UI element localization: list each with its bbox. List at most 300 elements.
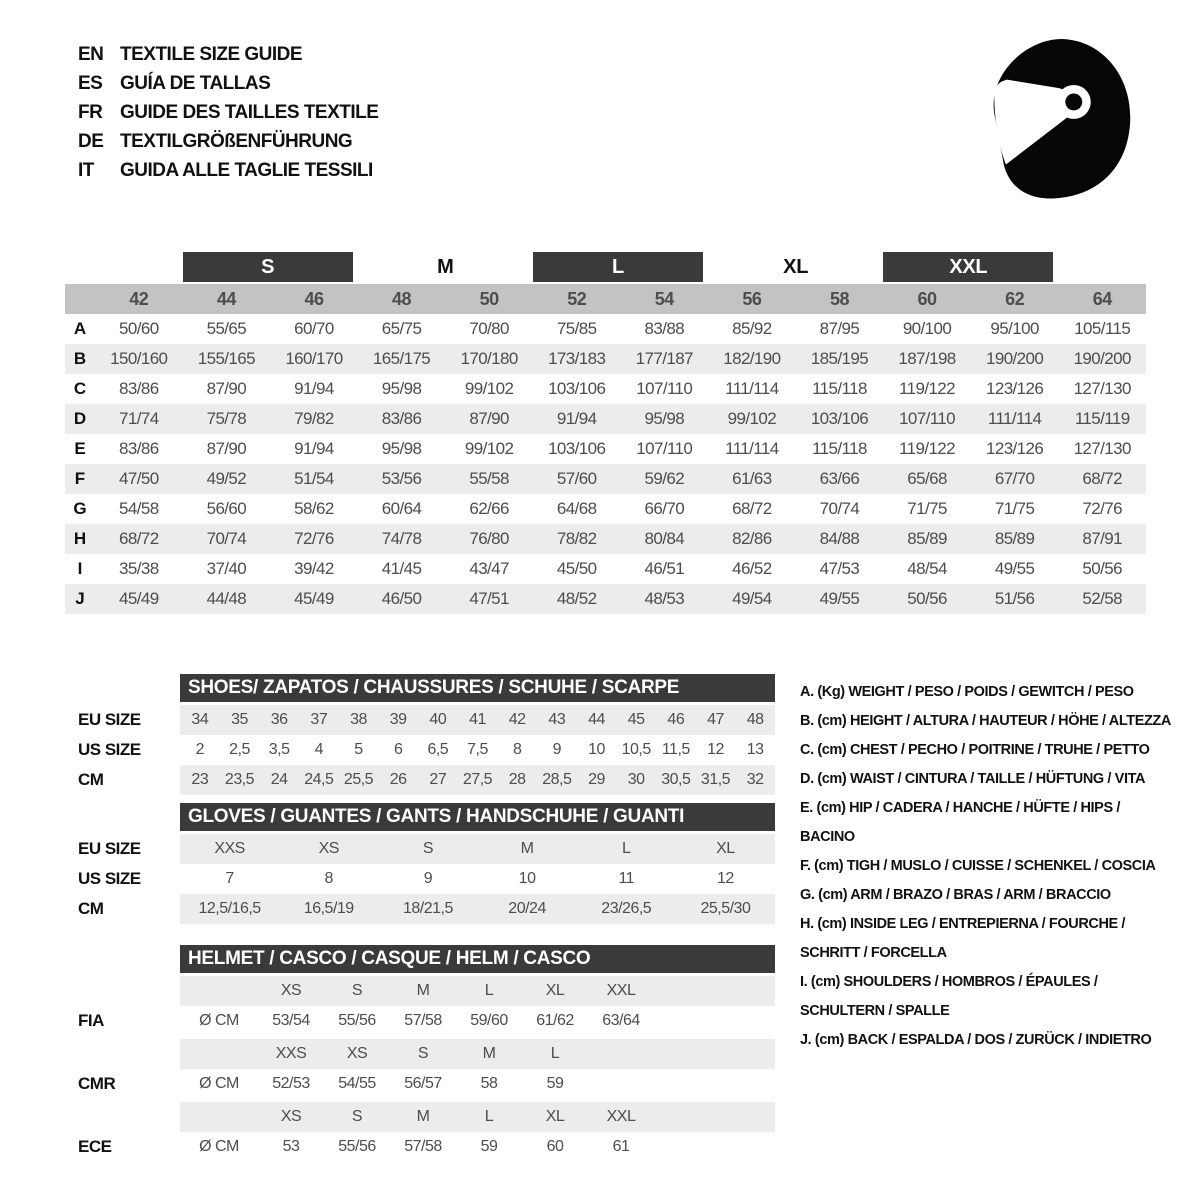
numeric-size: 44 [216,288,236,309]
measurement-value: 43/47 [469,559,509,578]
numeric-size: 56 [742,288,762,309]
measurement-value: 48/54 [907,559,947,578]
helmet-size: M [416,1108,430,1125]
helmet-size: XS [346,1045,368,1062]
row-letter: D [73,409,87,428]
standard-label: ECE [78,1137,112,1156]
measurement-value: 70/74 [206,529,247,548]
gloves-value: 12 [717,870,734,887]
helmet-size: XS [280,1108,302,1125]
measurement-value: 75/78 [206,409,247,428]
helmet-value: 57/58 [404,1012,442,1029]
row-letter: H [73,529,87,548]
measurement-value: 56/60 [206,499,247,518]
shoes-value: 28,5 [542,771,572,788]
shoes-value: 7,5 [467,741,488,758]
shoes-value: 46 [667,711,685,728]
row-letter: C [73,379,87,398]
cell-empty [180,1039,258,1069]
row-letter: F [74,469,86,488]
gloves-value: S [422,840,433,857]
measurement-value: 62/66 [469,499,509,518]
helmet-values-row [65,1006,775,1036]
measurement-value: 84/88 [819,529,860,548]
measurement-value: 82/86 [732,529,772,548]
language-title-block [78,40,378,185]
measurement-value: 46/51 [644,559,685,578]
gloves-value: XL [716,840,735,857]
gloves-value: 9 [423,870,433,887]
helmet-value: 54/55 [338,1075,376,1092]
measurement-value: 155/165 [197,349,255,368]
measurement-value: 67/70 [994,469,1035,488]
shoes-value: 35 [231,711,248,728]
legend-item: B. (cm) HEIGHT / ALTURA / HAUTEUR / HÖHE / ALTEZZA [800,713,1171,729]
measurement-row-i [65,554,1146,584]
legend-item: E. (cm) HIP / CADERA / HANCHE / HÜFTE / HIPS / BACINO [800,800,1120,845]
helmet-standard-ece [65,1102,775,1162]
measurement-value: 57/60 [556,469,597,488]
measurement-value: 47/51 [469,589,509,608]
row-label: US SIZE [78,740,141,759]
measurement-value: 71/74 [119,409,159,428]
language-row [78,156,378,185]
helmet-rows [65,976,775,1162]
helmet-size: M [416,982,430,999]
legend-item: C. (cm) CHEST / PECHO / POITRINE / TRUHE / PETTO [800,742,1150,758]
measurement-value: 76/80 [469,529,509,548]
language-row [78,40,378,69]
size-group-label-l: L [533,252,703,282]
standard-label: FIA [78,1011,104,1030]
size-group-label-m: M [437,255,454,278]
measurement-value: 160/170 [285,349,343,368]
gloves-cells [180,864,775,894]
measurement-value: 95/100 [990,319,1039,338]
legend-item: A. (Kg) WEIGHT / PESO / POIDS / GEWITCH / PESO [800,684,1134,700]
language-row [78,69,378,98]
helmet-size: S [351,982,363,999]
shoes-value: 28 [508,771,526,788]
measurement-value: 107/110 [899,409,956,428]
helmet-standard-fia [65,976,775,1036]
shoes-cells [180,705,775,735]
measurement-value: 68/72 [119,529,159,548]
measurement-value: 49/52 [206,469,247,488]
shoes-value: 41 [469,711,486,728]
measurement-value: 45/49 [294,589,334,608]
diameter-unit: Ø CM [199,1012,239,1029]
measurement-row-g [65,494,1146,524]
row-letter: B [73,349,87,368]
measurement-value: 127/130 [1073,439,1131,458]
shoes-value: 8 [512,741,522,758]
measurement-value: 170/180 [460,349,518,368]
shoes-row [65,735,775,765]
shoes-value: 32 [746,771,764,788]
helmet-sizes-row [65,1102,775,1132]
measurement-value: 95/98 [381,439,422,458]
measurement-value: 64/68 [556,499,597,518]
measurement-value: 45/50 [556,559,597,578]
measurement-value: 83/86 [119,379,159,398]
measurement-value: 87/90 [206,439,247,458]
gloves-value: 11 [618,870,635,887]
shoes-value: 6 [393,741,403,758]
measurement-value: 119/122 [899,379,956,398]
gloves-value: 7 [225,870,234,887]
measurement-value: 65/68 [907,469,947,488]
gloves-cells [180,834,775,864]
shoes-value: 24,5 [304,771,334,788]
measurement-row-c [65,374,1146,404]
measurement-value: 91/94 [294,379,334,398]
shoes-value: 27 [429,771,447,788]
helmet-value: 53 [282,1138,300,1155]
measurement-row-e [65,434,1146,464]
shoes-value: 37 [310,711,328,728]
shoes-value: 40 [429,711,447,728]
measurement-value: 58/62 [294,499,334,518]
numeric-size: 46 [304,288,324,309]
shoes-value: 10,5 [621,741,651,758]
measurement-value: 47/53 [819,559,860,578]
helmet-size: S [417,1045,429,1062]
shoes-section [65,674,775,795]
measurement-value: 115/118 [812,379,867,398]
row-letter: I [77,559,83,578]
language-code: DE [78,130,104,152]
helmet-values-row [65,1069,775,1099]
cell-empty [180,1102,258,1132]
helmet-size: M [482,1045,496,1062]
language-title: GUÍA DE TALLAS [120,72,271,94]
helmet-value: 63/64 [602,1012,640,1029]
shoes-row [65,705,775,735]
measurement-value: 85/89 [994,529,1035,548]
shoes-value: 10 [588,741,605,758]
measurement-row-b [65,344,1146,374]
measurement-value: 177/187 [635,349,693,368]
helmet-size: XL [545,1108,565,1125]
row-letter: A [73,319,87,338]
measurement-value: 115/118 [812,439,867,458]
measurement-value: 49/54 [732,589,772,608]
row-label [65,1102,180,1132]
helmet-section [65,945,775,1162]
measurement-value: 72/76 [1082,499,1122,518]
gloves-section [65,803,775,924]
gloves-value: XS [318,840,339,857]
shoes-value: 44 [588,711,605,728]
row-label: EU SIZE [78,710,141,729]
language-title: TEXTILGRÖßENFÜHRUNG [120,130,353,152]
measurement-row-h [65,524,1146,554]
helmet-value: 59/60 [470,1012,508,1029]
gloves-cells [180,894,775,924]
measurement-value: 63/66 [819,469,860,488]
measurement-value: 71/75 [994,499,1035,518]
helmet-size: XXL [606,982,636,999]
numeric-size: 58 [829,288,849,309]
measurement-value: 99/102 [464,379,514,398]
measurement-value: 50/60 [119,319,159,338]
language-code: FR [78,101,103,123]
helmet-sizes-row [65,1039,775,1069]
measurement-value: 60/70 [294,319,334,338]
helmet-size: XXL [606,1108,636,1125]
helmet-size: S [351,1108,363,1125]
helmet-title-bar: HELMET / CASCO / CASQUE / HELM / CASCO [180,945,775,973]
shoes-value: 27,5 [462,771,493,788]
shoes-value: 26 [389,771,407,788]
helmet-size: L [484,1108,494,1125]
shoes-value: 23 [191,771,209,788]
shoes-value: 9 [552,741,562,758]
gloves-value: 18/21,5 [402,900,453,917]
shoes-value: 43 [548,711,566,728]
language-code: IT [78,159,94,181]
gloves-row [65,834,775,864]
row-label [65,1039,180,1069]
language-row [78,127,378,156]
shoes-value: 36 [270,711,288,728]
measurement-value: 107/110 [636,439,693,458]
measurement-value: 49/55 [994,559,1035,578]
measurement-value: 182/190 [723,349,781,368]
gloves-value: M [520,840,534,857]
measurement-value: 75/85 [556,319,597,338]
helmet-size: XL [545,982,565,999]
legend-item: J. (cm) BACK / ESPALDA / DOS / ZURÜCK / INDIETRO [800,1032,1152,1048]
measurement-value: 48/53 [644,589,685,608]
legend-item: F. (cm) TIGH / MUSLO / CUISSE / SCHENKEL / COSCIA [800,858,1156,874]
measurement-value: 103/106 [810,409,869,428]
shoes-value: 2,5 [229,741,250,758]
shoes-value: 47 [707,711,724,728]
measurement-value: 115/119 [1074,409,1130,428]
legend-item: I. (cm) SHOULDERS / HOMBROS / ÉPAULES / SCHULTERN / SPALLE [800,974,1098,1019]
size-group-header-row [65,252,1146,282]
language-title: GUIDA ALLE TAGLIE TESSILI [120,159,373,181]
shoes-value: 30,5 [661,771,691,788]
cell-empty [180,976,258,1006]
helmet-sizes-row [65,976,775,1006]
measurement-value: 46/50 [381,589,422,608]
legend-item: D. (cm) WAIST / CINTURA / TAILLE / HÜFTUNG / VITA [800,771,1146,787]
measurement-value: 123/126 [985,379,1044,398]
helmet-values-cells [180,1069,775,1099]
measurement-value: 71/75 [907,499,947,518]
shoes-value: 6,5 [427,741,449,758]
measurement-value: 51/54 [294,469,334,488]
helmet-values-cells [180,1006,775,1036]
row-label: US SIZE [78,869,141,888]
shoes-value: 29 [588,771,605,788]
shoes-value: 48 [746,711,764,728]
measurement-value: 105/115 [1074,319,1131,338]
measurement-value: 68/72 [732,499,772,518]
measurement-value: 79/82 [294,409,334,428]
numeric-size: 50 [479,288,499,309]
shoes-value: 2 [195,741,205,758]
shoes-value: 3,5 [268,741,290,758]
band-corner [65,284,95,314]
measurement-row-a [65,314,1146,344]
helmet-size: XS [280,982,302,999]
gloves-row [65,894,775,924]
helmet-value: 58 [480,1075,498,1092]
measurement-value: 103/106 [548,379,606,398]
measurement-value: 150/160 [110,349,168,368]
measurement-value: 72/76 [294,529,334,548]
helmet-value: 52/53 [272,1075,310,1092]
gloves-value: XXS [214,840,245,857]
helmet-value: 61 [612,1138,630,1155]
shoes-cells [180,765,775,795]
language-title: TEXTILE SIZE GUIDE [120,43,303,65]
measurement-value: 55/65 [206,319,247,338]
row-label: EU SIZE [78,839,141,858]
measurement-legend [800,678,1178,1055]
shoes-value: 4 [314,741,324,758]
gloves-title-bar: GLOVES / GUANTES / GANTS / HANDSCHUHE / GUANTI [180,803,775,831]
shoes-value: 11,5 [661,741,690,758]
measurement-value: 85/89 [907,529,947,548]
measurement-row-f [65,464,1146,494]
shoes-value: 34 [191,711,209,728]
measurement-value: 90/100 [902,319,952,338]
gloves-value: 10 [518,870,536,887]
helmet-sizes-cells [180,1039,775,1069]
measurement-value: 83/88 [644,319,685,338]
numeric-size: 62 [1005,288,1025,309]
size-group-label-xl: XL [783,255,809,278]
measurement-value: 74/78 [381,529,422,548]
helmet-values-cells [180,1132,775,1162]
legend-item: G. (cm) ARM / BRAZO / BRAS / ARM / BRACCIO [800,887,1111,903]
measurement-value: 55/58 [469,469,509,488]
shoes-row [65,765,775,795]
gloves-value: 25,5/30 [700,900,751,917]
gloves-value: 16,5/19 [303,900,354,917]
shoes-value: 45 [627,711,645,728]
measurement-value: 46/52 [732,559,772,578]
measurement-value: 52/58 [1082,589,1122,608]
measurement-value: 83/86 [381,409,422,428]
numeric-size: 60 [917,288,937,309]
size-group-label-xxl: XXL [883,252,1053,282]
measurement-value: 39/42 [294,559,334,578]
language-code: ES [78,72,103,94]
measurement-value: 54/58 [119,499,159,518]
language-title: GUIDE DES TAILLES TEXTILE [120,101,379,123]
measurement-value: 78/82 [556,529,597,548]
diameter-unit: Ø CM [199,1075,239,1092]
gloves-value: 23/26,5 [601,900,652,917]
shoes-value: 39 [389,711,407,728]
measurement-value: 127/130 [1073,379,1131,398]
measurement-value: 47/50 [119,469,159,488]
shoes-value: 13 [746,741,764,758]
shoes-value: 12 [707,741,724,758]
measurement-value: 35/38 [119,559,159,578]
measurement-value: 91/94 [294,439,334,458]
shoes-cells [180,735,775,765]
measurement-value: 65/75 [381,319,422,338]
gloves-rows [65,834,775,924]
row-letter: J [75,589,85,608]
numeric-size: 64 [1092,288,1112,309]
gloves-row [65,864,775,894]
shoes-value: 24 [270,771,288,788]
measurement-value: 70/80 [469,319,509,338]
row-letter: G [73,499,87,518]
numeric-size: 48 [392,288,412,309]
language-code: EN [78,43,104,65]
gloves-value: L [622,840,631,857]
language-row [78,98,378,127]
measurement-value: 44/48 [206,589,247,608]
numeric-size: 52 [567,288,587,309]
measurement-value: 45/49 [119,589,159,608]
helmet-size: XXS [275,1045,307,1062]
helmet-value: 59 [480,1138,498,1155]
legend-item: H. (cm) INSIDE LEG / ENTREPIERNA / FOURCHE / SCHRITT / FORCELLA [800,916,1126,961]
standard-label: CMR [78,1074,116,1093]
measurement-value: 190/200 [985,349,1044,368]
helmet-value: 57/58 [404,1138,442,1155]
measurement-value: 87/95 [819,319,860,338]
shoes-value: 38 [350,711,367,728]
measurement-value: 103/106 [548,439,606,458]
measurement-value: 60/64 [381,499,422,518]
row-letter: E [74,439,86,458]
measurement-value: 87/90 [206,379,247,398]
measurement-row-d [65,404,1146,434]
gloves-value: 8 [324,870,333,887]
measurement-value: 91/94 [556,409,597,428]
helmet-value: 59 [546,1075,564,1092]
helmet-standard-cmr [65,1039,775,1099]
measurement-value: 173/183 [548,349,606,368]
measurement-value: 87/91 [1082,529,1122,548]
measurement-value: 87/90 [469,409,509,428]
measurement-row-j [65,584,1146,614]
shoes-value: 5 [354,741,363,758]
measurement-value: 165/175 [372,349,431,368]
measurement-value: 111/114 [725,439,779,458]
helmet-value: 55/56 [338,1138,376,1155]
textile-size-table [65,252,1146,614]
numeric-size: 54 [654,288,674,309]
measurement-value: 80/84 [644,529,685,548]
measurement-value: 50/56 [907,589,947,608]
measurement-value: 187/198 [898,349,956,368]
measurement-value: 68/72 [1082,469,1122,488]
measurement-value: 111/114 [987,409,1042,428]
measurement-value: 48/52 [556,589,597,608]
measurement-value: 61/63 [732,469,772,488]
measurement-value: 66/70 [644,499,685,518]
measurement-value: 107/110 [636,379,693,398]
helmet-size: L [550,1045,560,1062]
helmet-value: 56/57 [404,1075,442,1092]
numeric-size: 42 [129,288,149,309]
measurement-value: 41/45 [381,559,422,578]
helmet-sizes-cells [180,1102,775,1132]
measurement-value: 51/56 [994,589,1035,608]
